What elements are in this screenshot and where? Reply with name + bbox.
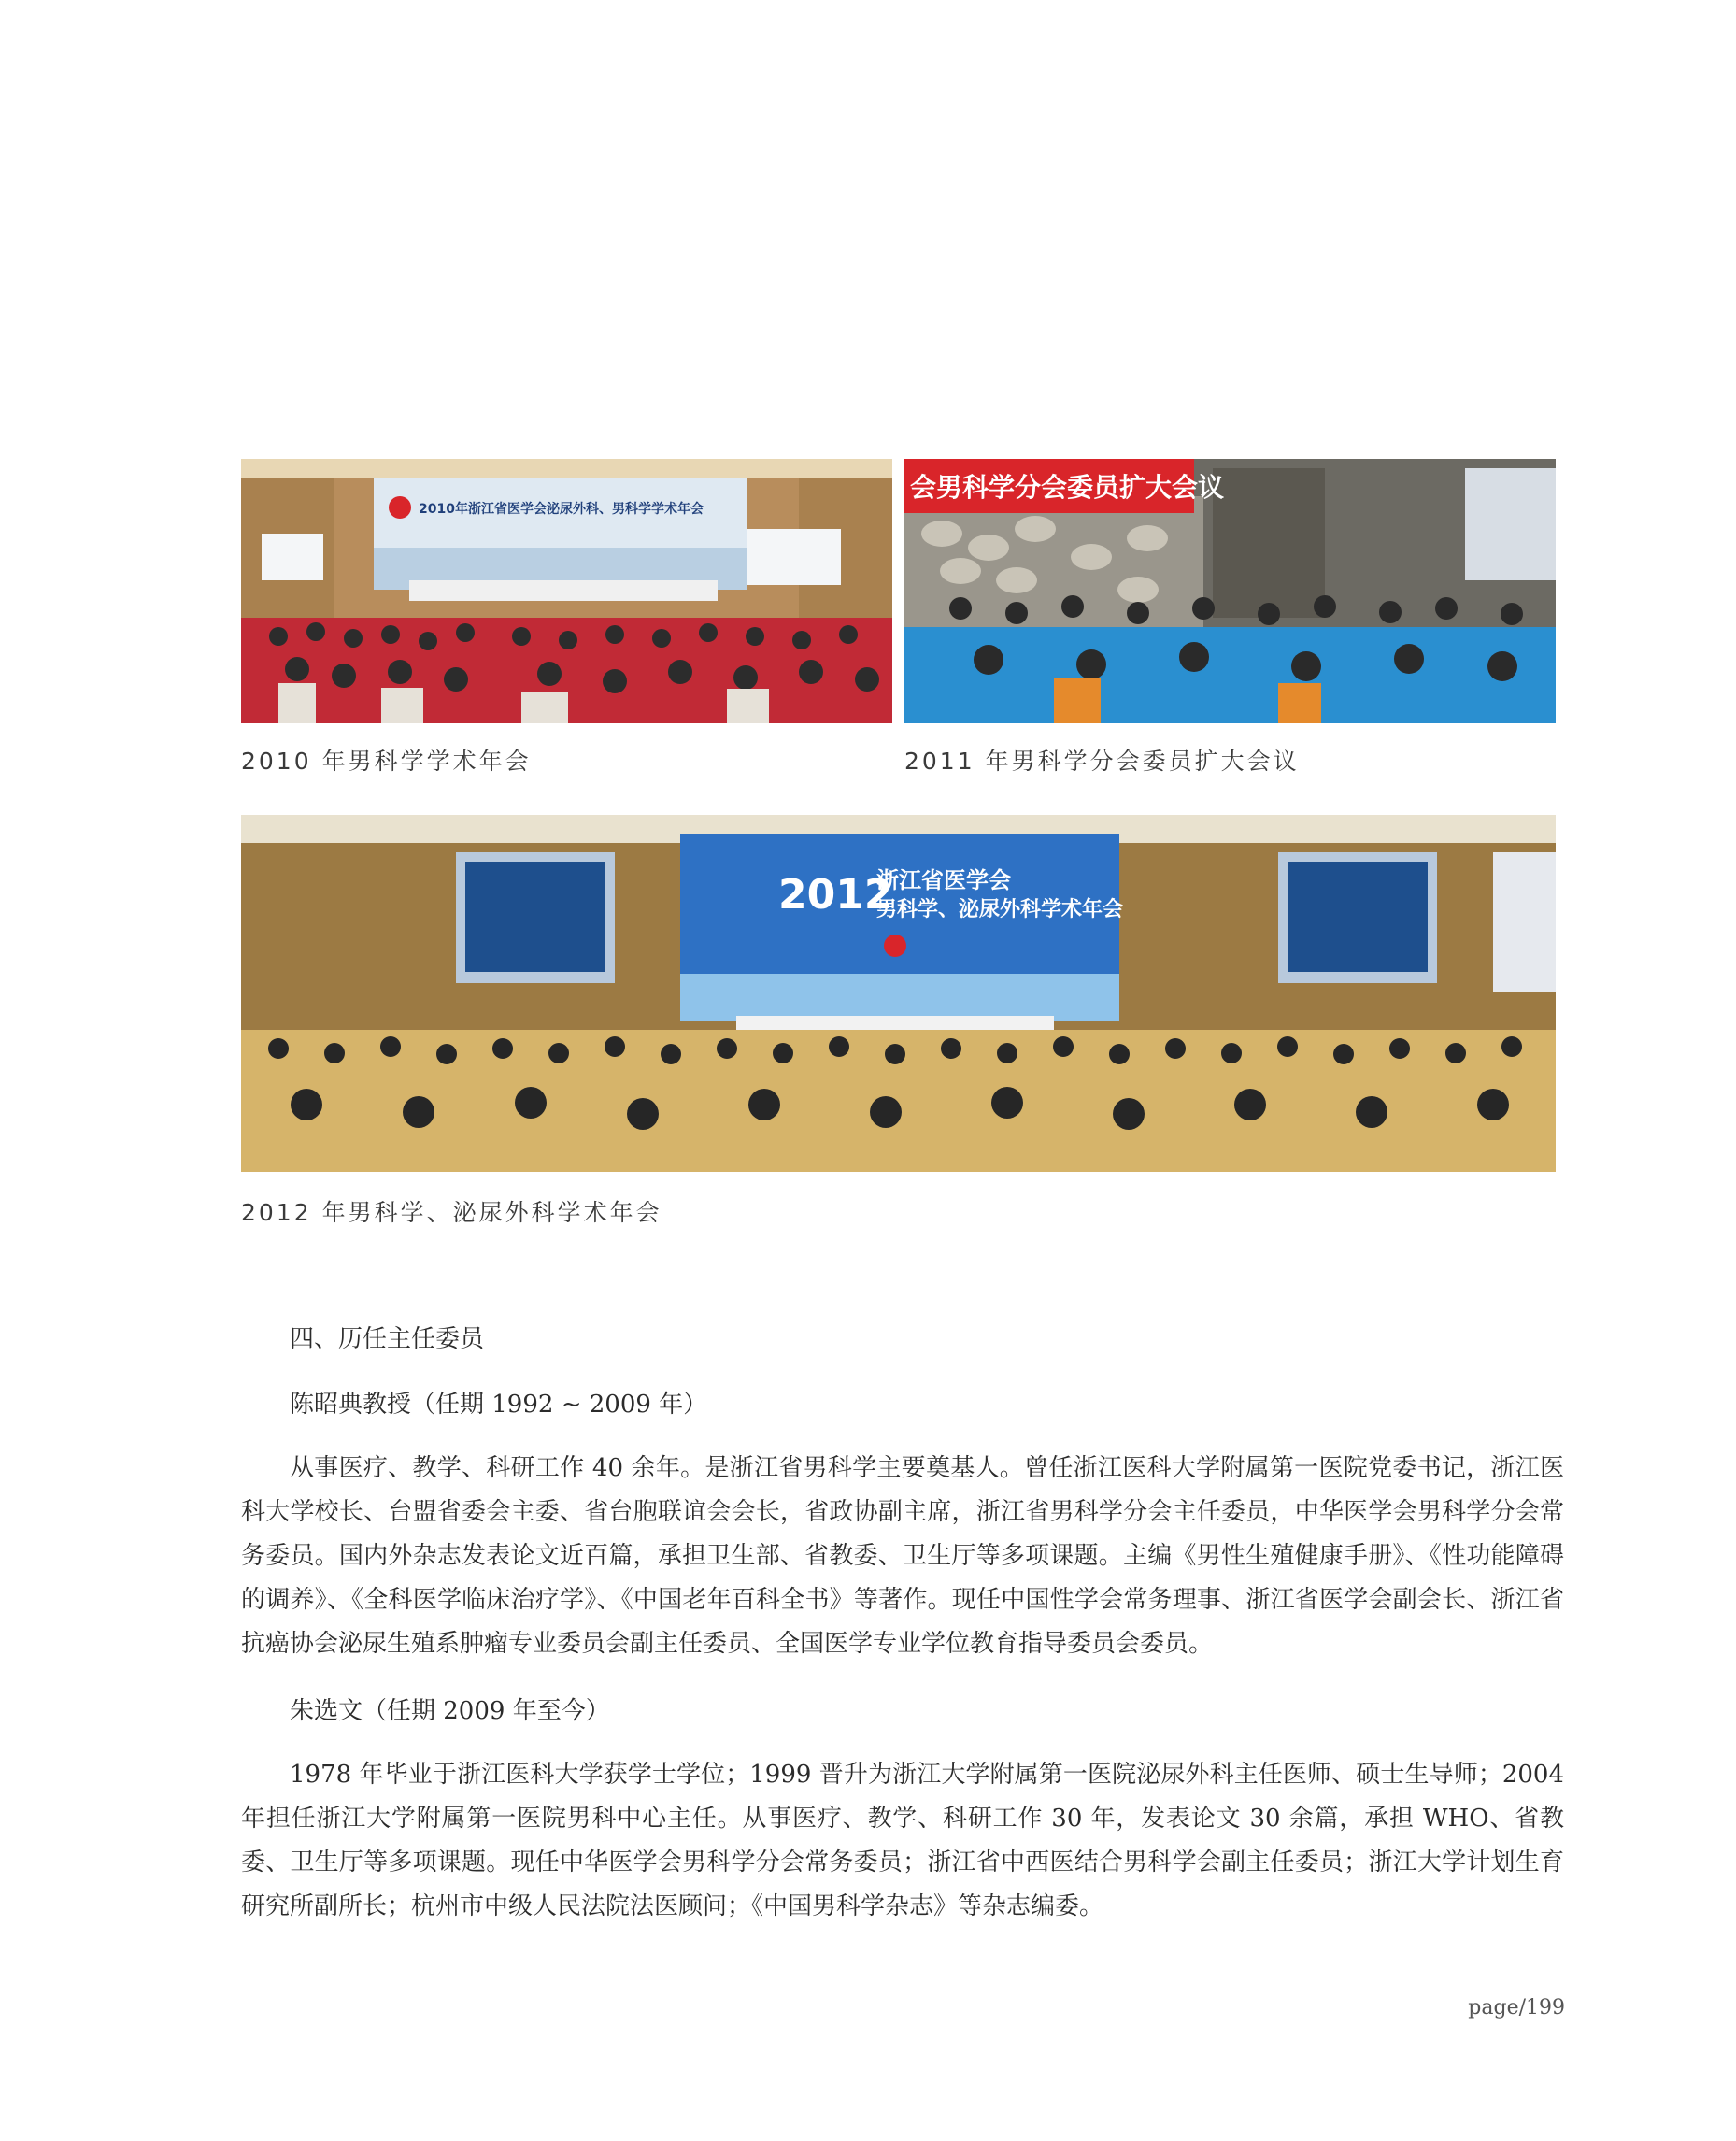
section-heading: 四、历任主任委员	[290, 1325, 485, 1353]
person-2-bio: 1978 年毕业于浙江医科大学获学士学位；1999 晋升为浙江大学附属第一医院泌尿外科主任医师、硕士生导师；2004 年担任浙江大学附属第一医院男科中心主任。从事医疗、教学、科研工作 30 年，发表论文 30 余篇，承担 WHO、省教委、卫生厅等多项课题。现任中华医学会男科学分会常务委员；浙江省中西医结合男科学会副主任委员；浙江大学计划生育研究所副所长；杭州市中级人民法院法医顾问；《中国男科学杂志》等杂志编委。	[241, 1761, 1564, 1920]
photo-2010-image	[241, 459, 892, 723]
photo-2011-image	[904, 459, 1556, 723]
photo-2012-annual-meeting	[241, 815, 1556, 1172]
photo-2012-image	[241, 815, 1556, 1172]
photo-2010-annual-meeting	[241, 459, 892, 723]
page-number: page/199	[1468, 1996, 1565, 2020]
photo-2012-caption: 2012 年男科学、泌尿外科学术年会	[241, 1199, 662, 1226]
person-2-name-line: 朱选文（任期 2009 年至今）	[290, 1697, 610, 1725]
photo-2010-caption: 2010 年男科学学术年会	[241, 748, 532, 775]
photo-2010-banner-text: 2010年浙江省医学会泌尿外科、男科学学术年会	[419, 502, 704, 517]
person-1-bio: 从事医疗、教学、科研工作 40 余年。是浙江省男科学主要奠基人。曾任浙江医科大学附属第一医院党委书记，浙江医科大学校长、台盟省委会主委、省台胞联谊会会长，省政协副主席，浙江省男科学分会主任委员，中华医学会男科学分会常务委员。国内外杂志发表论文近百篇，承担卫生部、省教委、卫生厅等多项课题。主编《男性生殖健康手册》、《性功能障碍的调养》、《全科医学临床治疗学》、《中国老年百科全书》等著作。现任中国性学会常务理事、浙江省医学会副会长、浙江省抗癌协会泌尿生殖系肿瘤专业委员会副主任委员、全国医学专业学位教育指导委员会委员。	[241, 1454, 1564, 1658]
photo-2012-banner-line2: 男科学、泌尿外科学术年会	[876, 898, 1124, 921]
photo-2012-banner-line1: 浙江省医学会	[876, 867, 1011, 893]
photo-2011-banner-text: 会男科学分会委员扩大会议	[910, 472, 1225, 503]
person-1-name-line: 陈昭典教授（任期 1992 ~ 2009 年）	[290, 1391, 708, 1419]
photo-2011-caption: 2011 年男科学分会委员扩大会议	[904, 748, 1300, 775]
photo-2011-committee-meeting	[904, 459, 1556, 723]
photo-2012-banner-year: 2012	[778, 871, 893, 919]
